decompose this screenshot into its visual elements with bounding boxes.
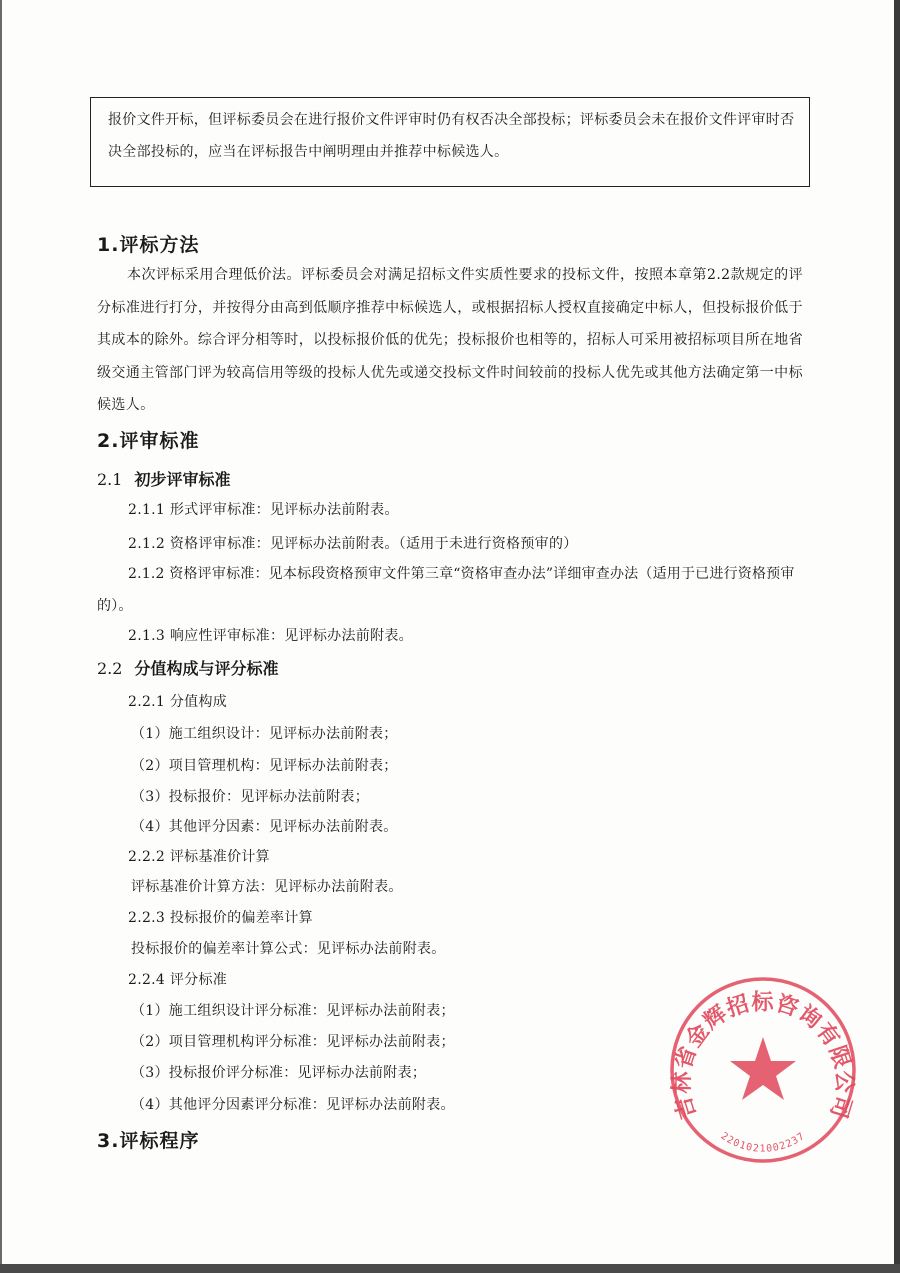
section2-2-title: 分值构成与评分标准	[134, 659, 279, 678]
sub-2-2-2: 2.2.2 评标基准价计算	[128, 849, 270, 865]
section3-heading: 3.评标程序	[97, 1130, 200, 1152]
item-2-1-2a: 2.1.2 资格评审标准：见评标办法前附表。（适用于未进行资格预审的）	[128, 536, 578, 552]
company-seal	[668, 975, 858, 1165]
section1-body: 本次评标采用合理低价法。评标委员会对满足招标文件实质性要求的投标文件，按照本章第2.2款规定的评分标准进行打分，并按得分由高到低顺序推荐中标候选人，或根据招标人授权直接确定中标人，但投标报价低于其成本的除外。综合评分相等时，以投标报价低的优先；投标报价也相等的，招标人可采用被招标项目所在地省级交通主管部门评为较高信用等级的投标人优先或递交投标文件时间较前的投标人优先或其他方法确定第一中标候选人。	[97, 267, 803, 413]
seal-code-text: 2201021002237	[718, 1130, 808, 1155]
scan-edge-left	[0, 0, 2, 1273]
score-item-1: （1）施工组织设计：见评标办法前附表；	[131, 726, 398, 742]
score-item-4: （4）其他评分因素：见评标办法前附表。	[131, 819, 398, 835]
standard-item-4: （4）其他评分因素评分标准：见评标办法前附表。	[131, 1097, 455, 1113]
scan-edge-bottom	[0, 1264, 900, 1273]
item-2-1-3: 2.1.3 响应性评审标准：见评标办法前附表。	[128, 628, 413, 644]
standard-item-1: （1）施工组织设计评分标准：见评标办法前附表；	[131, 1003, 455, 1019]
section2-1-number: 2.1	[97, 470, 123, 489]
sub-2-2-3: 2.2.3 投标报价的偏差率计算	[128, 910, 313, 926]
item-2-1-2b: 2.1.2 资格评审标准：见本标段资格预审文件第三章“资格审查办法”详细审查办法（适用于已进行资格预审的）。	[97, 566, 795, 614]
boxed-note	[90, 97, 810, 187]
score-item-2: （2）项目管理机构：见评标办法前附表；	[131, 758, 398, 774]
svg-text:2201021002237	[719, 1131, 808, 1155]
item-2-1-1: 2.1.1 形式评审标准：见评标办法前附表。	[128, 502, 399, 518]
section2-2-number: 2.2	[97, 659, 123, 678]
section2-2-heading	[97, 656, 278, 679]
section2-1-title: 初步评审标准	[134, 470, 231, 489]
sub-2-2-3-text: 投标报价的偏差率计算公式：见评标办法前附表。	[131, 941, 446, 957]
sub-2-2-2-text: 评标基准价计算方法：见评标办法前附表。	[131, 879, 403, 895]
scan-edge-right	[894, 0, 900, 1273]
section2-heading: 2.评审标准	[97, 430, 200, 452]
standard-item-3: （3）投标报价评分标准：见评标办法前附表；	[131, 1065, 427, 1081]
sub-2-2-4: 2.2.4 评分标准	[128, 972, 228, 988]
sub-2-2-1: 2.2.1 分值构成	[128, 694, 228, 710]
section2-1-heading	[97, 467, 230, 490]
boxed-note-text: 报价文件开标，但评标委员会在进行报价文件评审时仍有权否决全部投标；评标委员会未在报价文件评审时否决全部投标的，应当在评标报告中阐明理由并推荐中标候选人。	[108, 112, 795, 160]
section1-heading: 1.评标方法	[97, 234, 200, 256]
standard-item-2: （2）项目管理机构评分标准：见评标办法前附表；	[131, 1034, 455, 1050]
seal-star-icon	[730, 1037, 796, 1100]
score-item-3: （3）投标报价：见评标办法前附表；	[131, 789, 370, 805]
seal-name-text: 吉林省金辉招标咨询有限公司	[669, 990, 857, 1122]
